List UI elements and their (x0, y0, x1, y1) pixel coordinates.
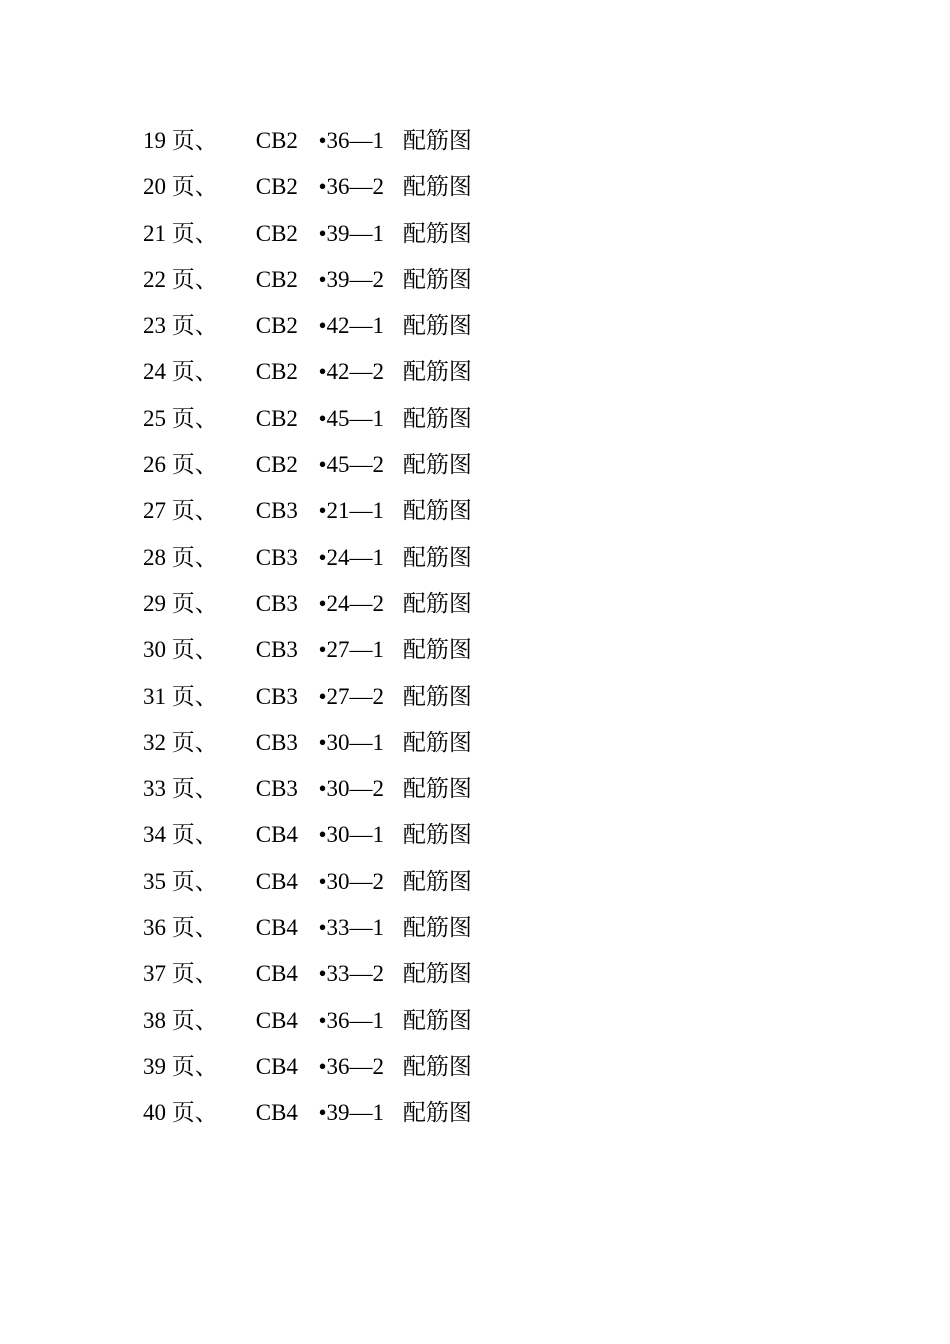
toc-entry-mark: •30—2 (318, 868, 385, 894)
toc-entry-code: CB2 (255, 359, 298, 385)
toc-entry-mark: •36—2 (318, 174, 385, 200)
toc-entry-name: 配筋图 (402, 498, 472, 524)
toc-entry-name: 配筋图 (402, 683, 472, 709)
toc-entry-row (143, 118, 950, 164)
toc-entry-name: 配筋图 (402, 729, 472, 755)
toc-entry-code: CB2 (255, 266, 298, 292)
toc-entry-row (143, 905, 950, 951)
toc-entry-page-label: 24 页、 (143, 359, 218, 385)
toc-entry-page-label: 40 页、 (143, 1100, 218, 1126)
toc-entry-name: 配筋图 (402, 313, 472, 339)
toc-entry-code: CB2 (255, 220, 298, 246)
toc-entry-row (143, 396, 950, 442)
toc-entry-page-label: 22 页、 (143, 266, 218, 292)
toc-entry-code: CB2 (255, 174, 298, 200)
toc-entry-page-label: 20 页、 (143, 174, 218, 200)
toc-entry-mark: •24—2 (318, 590, 385, 616)
toc-entry-name: 配筋图 (402, 637, 472, 663)
toc-entry-mark: •45—2 (318, 452, 385, 478)
toc-entry-row (143, 859, 950, 905)
toc-entry-code: CB4 (255, 1007, 298, 1033)
toc-entry-name: 配筋图 (402, 266, 472, 292)
toc-entry-code: CB4 (255, 961, 298, 987)
toc-entry-page-label: 39 页、 (143, 1053, 218, 1079)
toc-entry-name: 配筋图 (402, 1007, 472, 1033)
toc-entry-page-label: 21 页、 (143, 220, 218, 246)
toc-entry-row (143, 442, 950, 488)
toc-entry-mark: •36—2 (318, 1053, 385, 1079)
toc-entry-row (143, 211, 950, 257)
toc-entry-code: CB2 (255, 405, 298, 431)
toc-entry-row (143, 581, 950, 627)
toc-entry-mark: •27—1 (318, 637, 385, 663)
toc-entry-name: 配筋图 (402, 174, 472, 200)
toc-entry-mark: •39—1 (318, 220, 385, 246)
toc-entry-page-label: 36 页、 (143, 915, 218, 941)
toc-entry-mark: •33—2 (318, 961, 385, 987)
toc-entry-mark: •30—1 (318, 822, 385, 848)
toc-entry-code: CB4 (255, 822, 298, 848)
toc-entry-mark: •21—1 (318, 498, 385, 524)
toc-entry-mark: •36—1 (318, 1007, 385, 1033)
toc-entry-mark: •30—2 (318, 776, 385, 802)
toc-entry-row (143, 812, 950, 858)
toc-entry-code: CB4 (255, 868, 298, 894)
toc-entry-mark: •36—1 (318, 128, 385, 153)
toc-entry-name: 配筋图 (402, 590, 472, 616)
toc-entry-page-label: 29 页、 (143, 590, 218, 616)
toc-entry-name: 配筋图 (402, 128, 472, 153)
toc-entry-name: 配筋图 (402, 544, 472, 570)
toc-entry-code: CB3 (255, 498, 298, 524)
toc-entry-page-label: 26 页、 (143, 452, 218, 478)
toc-entry-row (143, 998, 950, 1044)
toc-entry-code: CB4 (255, 1053, 298, 1079)
toc-entry-mark: •39—2 (318, 266, 385, 292)
toc-entry-row (143, 257, 950, 303)
toc-entry-row (143, 674, 950, 720)
toc-entry-row (143, 1044, 950, 1090)
toc-entry-row (143, 303, 950, 349)
toc-entry-code: CB3 (255, 683, 298, 709)
toc-entry-page-label: 31 页、 (143, 683, 218, 709)
toc-entry-code: CB4 (255, 1100, 298, 1126)
toc-entry-name: 配筋图 (402, 405, 472, 431)
toc-entry-code: CB3 (255, 637, 298, 663)
toc-entry-name: 配筋图 (402, 868, 472, 894)
toc-entry-name: 配筋图 (402, 915, 472, 941)
toc-entry-code: CB4 (255, 915, 298, 941)
toc-entry-page-label: 25 页、 (143, 405, 218, 431)
toc-entry-code: CB3 (255, 544, 298, 570)
toc-entry-mark: •42—1 (318, 313, 385, 339)
toc-entry-row (143, 535, 950, 581)
toc-entry-name: 配筋图 (402, 822, 472, 848)
toc-entry-page-label: 28 页、 (143, 544, 218, 570)
toc-entry-mark: •24—1 (318, 544, 385, 570)
toc-entry-name: 配筋图 (402, 1100, 472, 1126)
toc-entry-code: CB2 (255, 452, 298, 478)
toc-entry-name: 配筋图 (402, 776, 472, 802)
toc-entry-mark: •27—2 (318, 683, 385, 709)
toc-entry-page-label: 38 页、 (143, 1007, 218, 1033)
toc-entry-row (143, 951, 950, 997)
toc-entry-row (143, 349, 950, 395)
toc-entry-page-label: 35 页、 (143, 868, 218, 894)
toc-entry-name: 配筋图 (402, 220, 472, 246)
toc-entry-page-label: 33 页、 (143, 776, 218, 802)
toc-entry-page-label: 23 页、 (143, 313, 218, 339)
toc-entry-row (143, 766, 950, 812)
toc-entry-mark: •30—1 (318, 729, 385, 755)
toc-entry-row (143, 720, 950, 766)
toc-entry-mark: •39—1 (318, 1100, 385, 1126)
toc-entry-mark: •42—2 (318, 359, 385, 385)
toc-entry-row (143, 627, 950, 673)
toc-entry-code: CB3 (255, 729, 298, 755)
toc-entry-mark: •45—1 (318, 405, 385, 431)
toc-entry-code: CB2 (255, 313, 298, 339)
toc-entry-name: 配筋图 (402, 359, 472, 385)
toc-entry-code: CB3 (255, 776, 298, 802)
toc-entry-code: CB3 (255, 590, 298, 616)
toc-entry-page-label: 27 页、 (143, 498, 218, 524)
toc-entry-row (143, 488, 950, 534)
toc-entry-page-label: 32 页、 (143, 729, 218, 755)
toc-entry-page-label: 37 页、 (143, 961, 218, 987)
toc-entry-page-label: 30 页、 (143, 637, 218, 663)
toc-entry-name: 配筋图 (402, 1053, 472, 1079)
toc-entry-name: 配筋图 (402, 961, 472, 987)
toc-entry-page-label: 34 页、 (143, 822, 218, 848)
toc-entry-name: 配筋图 (402, 452, 472, 478)
toc-entry-row (143, 1090, 950, 1136)
toc-entry-code: CB2 (255, 128, 298, 153)
toc-entry-row (143, 164, 950, 210)
toc-entry-page-label: 19 页、 (143, 128, 218, 153)
toc-entry-mark: •33—1 (318, 915, 385, 941)
